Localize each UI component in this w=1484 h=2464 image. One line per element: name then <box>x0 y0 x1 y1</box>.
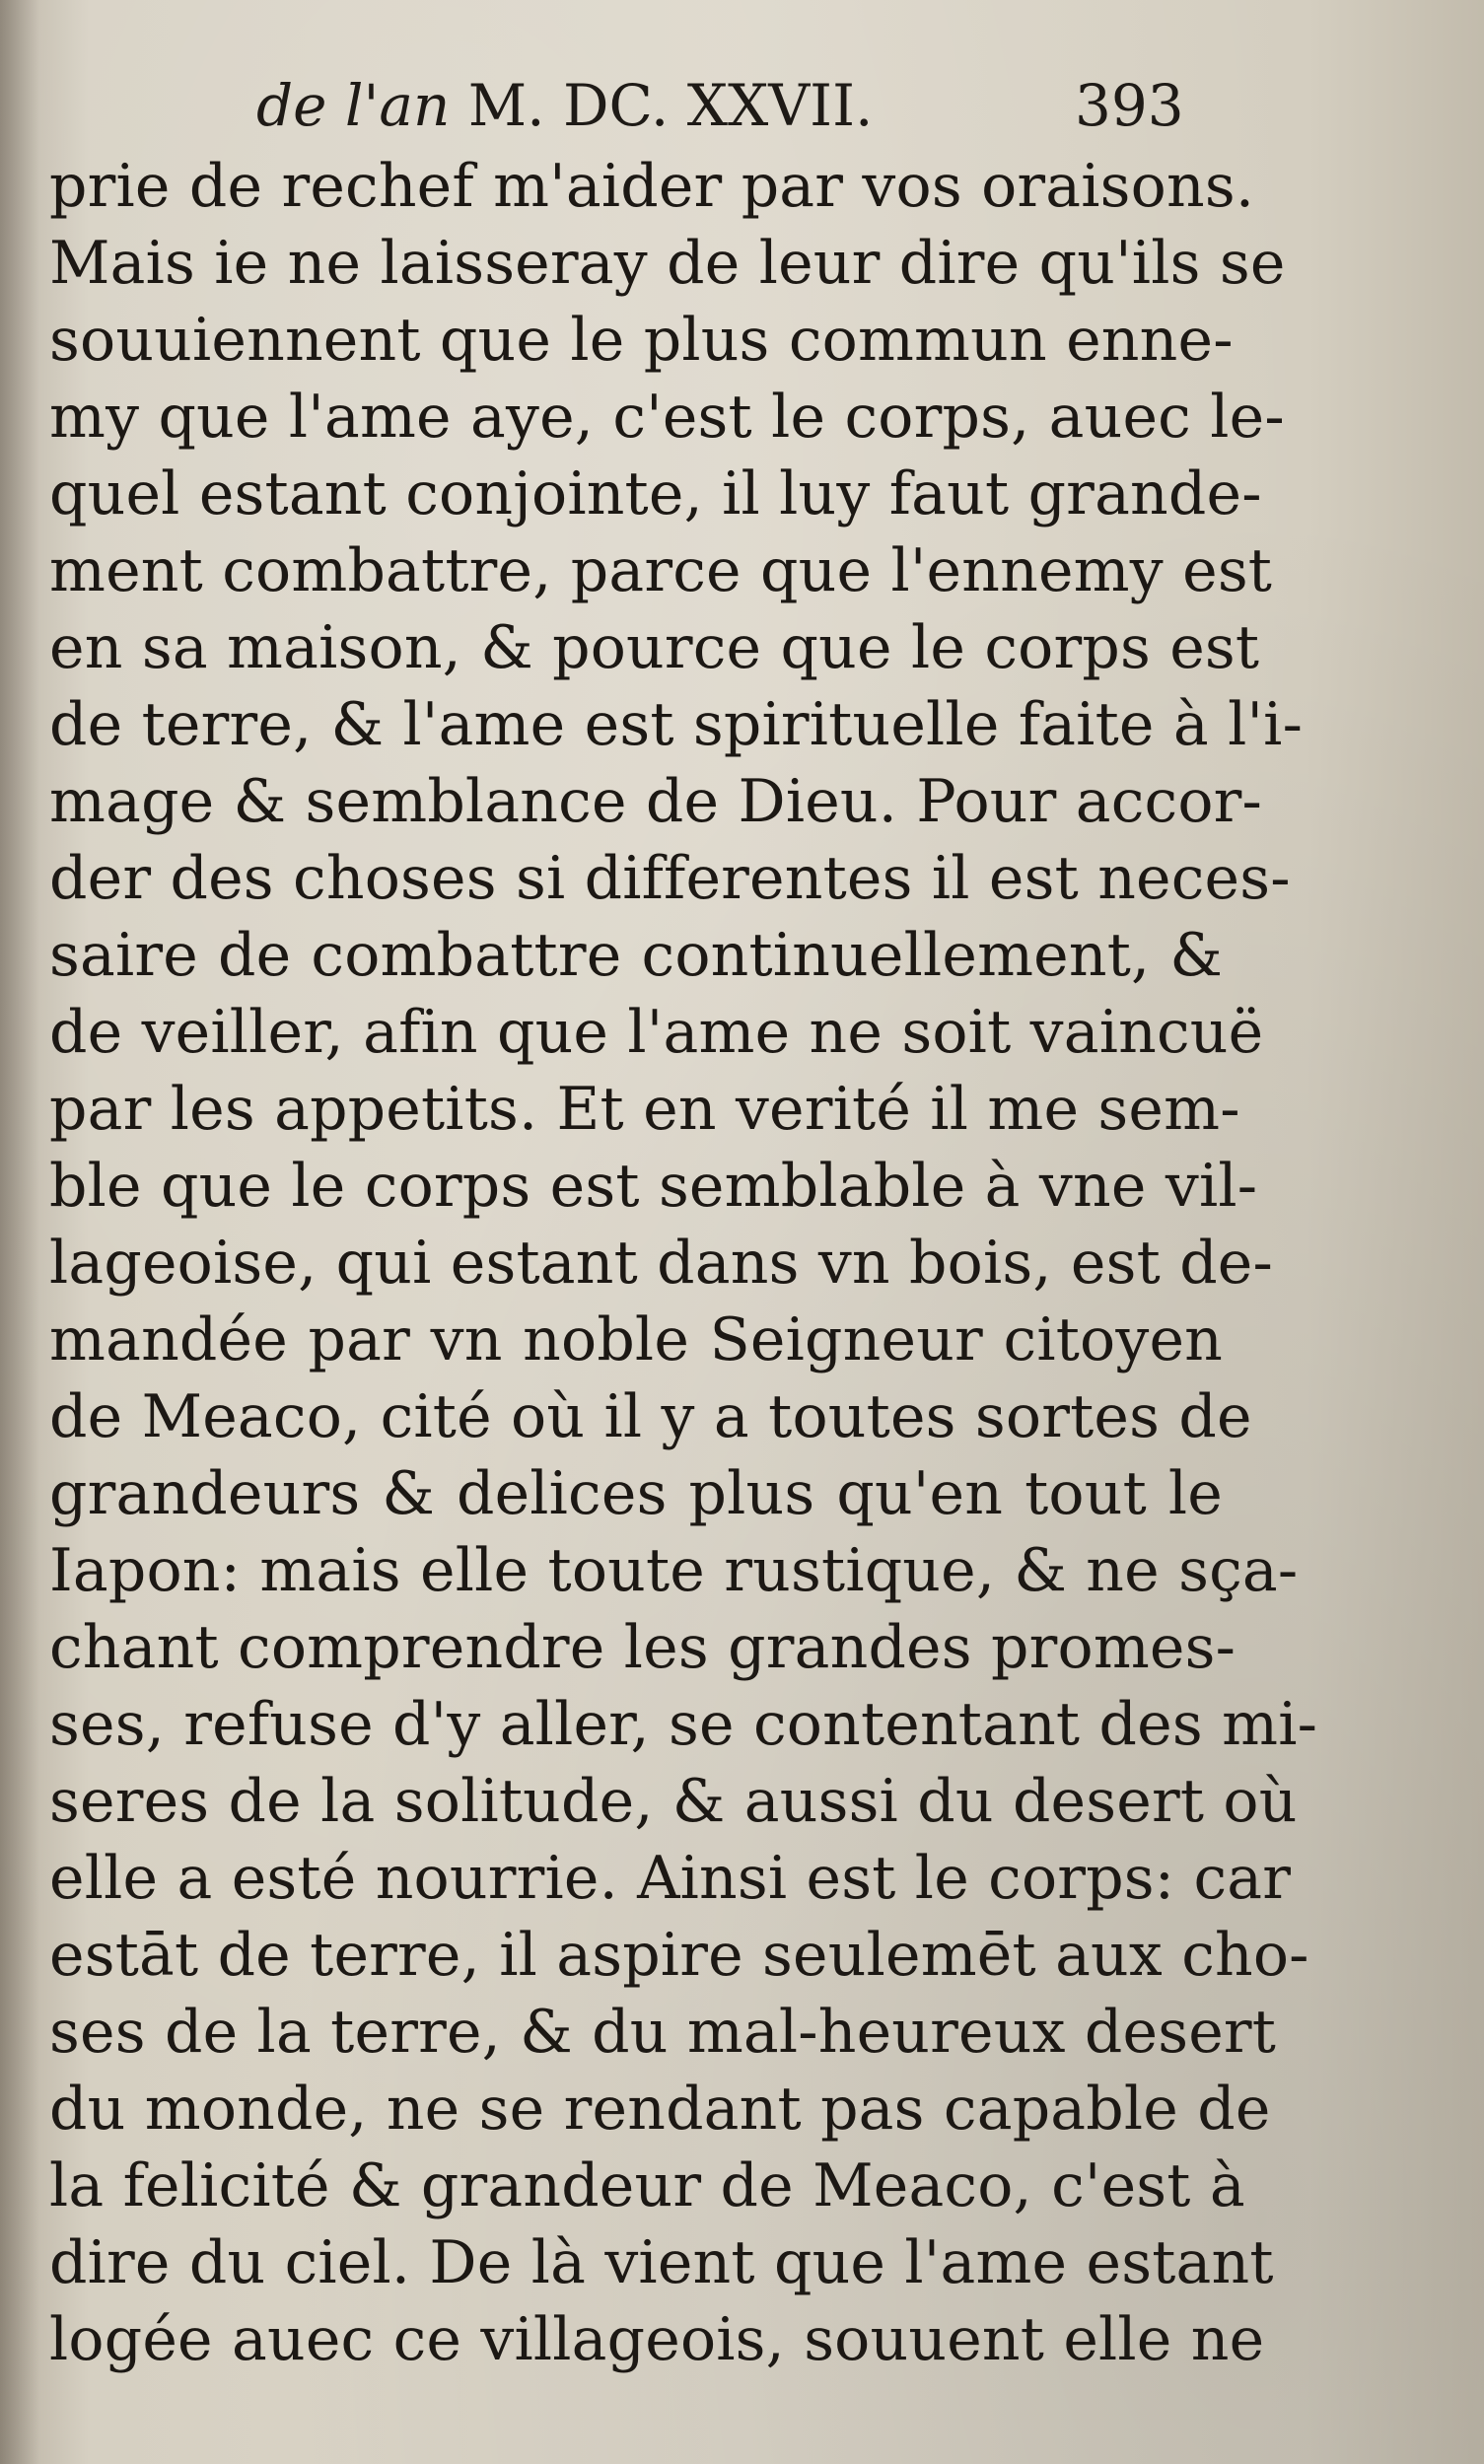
text-line: quel estant conjointe, il luy faut grande- <box>49 459 1262 528</box>
text-line: prie de rechef m'aider par vos oraisons. <box>49 152 1255 221</box>
text-line: my que l'ame aye, c'est le corps, auec le- <box>49 383 1285 452</box>
text-line: estāt de terre, il aspire seulemēt aux cho- <box>49 1921 1309 1990</box>
text-line: ses de la terre, & du mal-heureux desert <box>49 1998 1277 2067</box>
body-text <box>49 148 1318 2378</box>
text-line: de veiller, afin que l'ame ne soit vaincuë <box>49 998 1264 1067</box>
text-line: de Meaco, cité où il y a toutes sortes de <box>49 1382 1252 1451</box>
text-line: Iapon: mais elle toute rustique, & ne sça- <box>49 1536 1299 1605</box>
text-line: lageoise, qui estant dans vn bois, est de- <box>49 1229 1273 1298</box>
text-line: grandeurs & delices plus qu'en tout le <box>49 1459 1223 1528</box>
text-line: elle a esté nourrie. Ainsi est le corps: car <box>49 1844 1292 1913</box>
text-line: chant comprendre les grandes promes- <box>49 1613 1237 1682</box>
running-title-year: M. DC. XXVII. <box>467 72 874 139</box>
text-line: par les appetits. Et en verité il me sem- <box>49 1075 1240 1144</box>
page-number: 393 <box>1075 72 1184 139</box>
text-line: saire de combattre continuellement, & <box>49 921 1223 990</box>
text-line: Mais ie ne laisseray de leur dire qu'ils se <box>49 229 1286 298</box>
running-title <box>256 61 873 150</box>
text-line: der des choses si differentes il est neces- <box>49 844 1291 913</box>
text-line: du monde, ne se rendant pas capable de <box>49 2075 1271 2144</box>
text-line: dire du ciel. De là vient que l'ame estant <box>49 2228 1274 2297</box>
text-line: mage & semblance de Dieu. Pour accor- <box>49 767 1263 836</box>
gutter-shadow <box>0 0 39 2464</box>
text-line: la felicité & grandeur de Meaco, c'est à <box>49 2151 1245 2220</box>
text-line: ble que le corps est semblable à vne vil- <box>49 1152 1258 1221</box>
text-line: seres de la solitude, & aussi du desert où <box>49 1767 1298 1836</box>
text-line: ment combattre, parce que l'ennemy est <box>49 536 1273 605</box>
text-line: de terre, & l'ame est spirituelle faite à l'i- <box>49 690 1304 759</box>
text-line: souuiennent que le plus commun enne- <box>49 306 1234 375</box>
text-line: mandée par vn noble Seigneur citoyen <box>49 1305 1223 1374</box>
running-title-italic: de l'an <box>256 72 451 139</box>
text-line: en sa maison, & pource que le corps est <box>49 613 1260 682</box>
running-head <box>256 61 1242 150</box>
text-line: logée auec ce villageois, souuent elle ne <box>49 2305 1265 2374</box>
text-line: ses, refuse d'y aller, se contentant des mi- <box>49 1690 1318 1759</box>
